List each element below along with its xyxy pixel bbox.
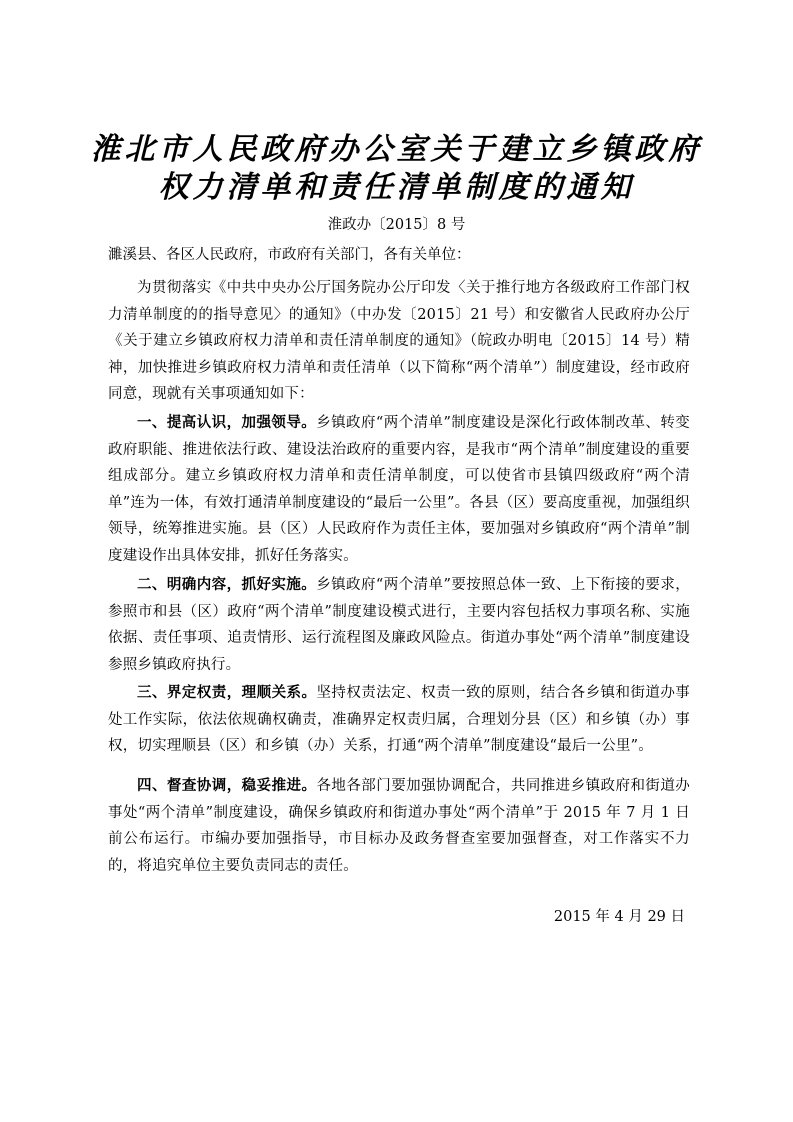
section-paragraph-2: [108, 572, 690, 678]
salutation: 濉溪县、各区人民政府，市政府有关部门，各有关单位：: [108, 247, 471, 263]
section-body-3: 坚持权责法定、权责一致的原则，结合各乡镇和街道办事处工作实际，依法依规确权确责，准确界定权责归属，合理划分县（区）和乡镇（办）事权，切实理顺县（区）和乡镇（办）关系，打通“两个清单”制度建设“最后一公里”。: [108, 685, 690, 755]
document-title-line-1: 淮北市人民政府办公室关于建立乡镇政府: [90, 132, 703, 167]
section-body-4: 各地各部门要加强协调配合，共同推进乡镇政府和街道办事处“两个清单”制度建设，确保乡镇政府和街道办事处“两个清单”于 2015 年 7 月 1 日前公布运行。市编办要加强指导，市目标办及政务督查室要加强督查，对工作落实不力的，将追究单位主要负责同志的责任。: [108, 778, 690, 874]
section-heading-3: 三、界定权责，理顺关系。: [137, 685, 317, 701]
section-heading-4: 四、督查协调，稳妥推进。: [137, 778, 317, 794]
document-date: 2015 年 4 月 29 日: [553, 909, 685, 925]
document-number: 淮政办〔2015〕8 号: [327, 217, 466, 233]
section-paragraph-1: [108, 410, 690, 570]
section-heading-2: 二、明确内容，抓好实施。: [137, 577, 317, 593]
section-paragraph-3: [108, 680, 690, 760]
section-body-2: 乡镇政府“两个清单”要按照总体一致、上下衔接的要求，参照市和县（区）政府“两个清单”制度建设模式进行，主要内容包括权力事项名称、实施依据、责任事项、追责情形、运行流程图及廉政风险点。街道办事处“两个清单”制度建设参照乡镇政府执行。: [108, 577, 690, 673]
document-title-line-2: 权力清单和责任清单制度的通知: [158, 170, 635, 205]
section-paragraph-4: [108, 773, 690, 879]
intro-paragraph: 为贯彻落实《中共中央办公厅国务院办公厅印发〈关于推行地方各级政府工作部门权力清单制度的的指导意见〉的通知》（中办发〔2015〕21 号）和安徽省人民政府办公厅《关于建立乡镇政府权力清单和责任清单制度的通知》（皖政办明电〔2015〕14 号）精神，加快推进乡镇政府权力清单和责任清单（以下简称“两个清单”）制度建设，经市政府同意，现就有关事项通知如下：: [108, 280, 690, 403]
section-heading-1: 一、提高认识，加强领导。: [137, 415, 317, 431]
section-body-1: 乡镇政府“两个清单”制度建设是深化行政体制改革、转变政府职能、推进依法行政、建设法治政府的重要内容，是我市“两个清单”制度建设的重要组成部分。建立乡镇政府权力清单和责任清单制度，可以使省市县镇四级政府“两个清单”连为一体，有效打通清单制度建设的“最后一公里”。各县（区）要高度重视，加强组织领导，统筹推进实施。县（区）人民政府作为责任主体，要加强对乡镇政府“两个清单”制度建设作出具体安排，抓好任务落实。: [108, 415, 690, 564]
